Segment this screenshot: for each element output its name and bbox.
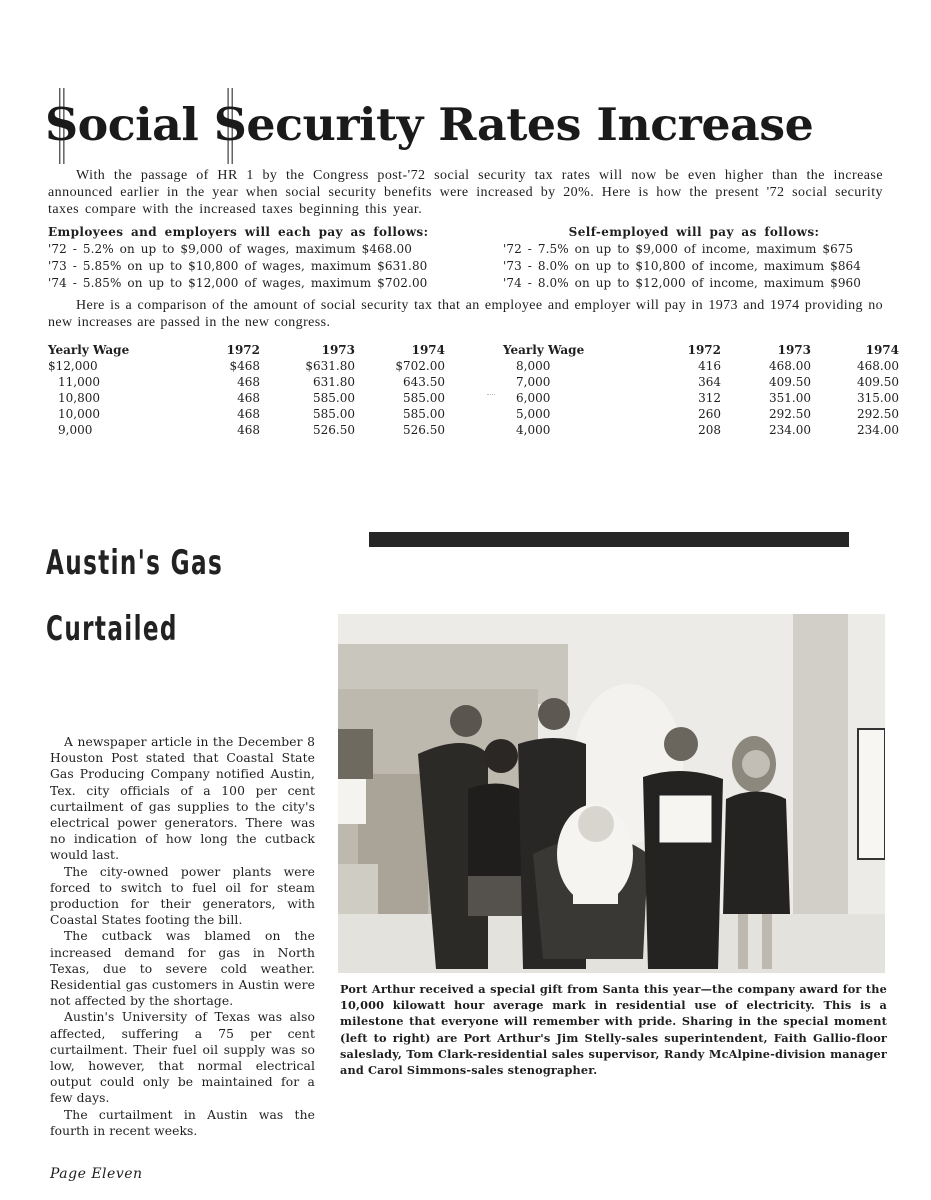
table-row xyxy=(48,374,445,390)
cell-1974: 585.00 xyxy=(403,407,445,421)
article-paragraph: The city-owned power plants were forced to switch to fuel oil for steam production for their generators, with Coastal States footing the bill. xyxy=(50,864,315,928)
table-row xyxy=(503,390,899,406)
column-header: Yearly Wage xyxy=(48,343,130,357)
photo-illustration xyxy=(338,614,885,973)
employee-rate-line: '73 - 5.85% on up to $10,800 of wages, maximum $631.80 xyxy=(48,259,428,273)
cell-1974: 526.50 xyxy=(403,423,445,437)
cell-1972: 468 xyxy=(237,375,260,389)
self-employed-rates-heading: Self-employed will pay as follows: xyxy=(568,225,820,239)
article-paragraph: The curtailment in Austin was the fourth in recent weeks. xyxy=(50,1107,315,1138)
cell-1974: $702.00 xyxy=(395,359,445,373)
photo-caption: Port Arthur received a special gift from Santa this year—the company award for the 10,000 kilowatt hour average mark in residential use of electricity. This is a milestone that everyone will remember with pride. Sharing in the special moment (left to right) are Port Arthur's Jim Stelly-sales superintendent, Faith Gallio-floor saleslady, Tom Clark-residential sales supervisor, Randy McAlpine-division manager and Carol Simmons-sales stenographer. xyxy=(340,982,887,1078)
award-plaque xyxy=(658,794,713,844)
dollar-s-letter: S xyxy=(214,96,247,154)
article-body xyxy=(50,734,315,1139)
headline-social-security xyxy=(45,96,902,154)
employee-rate-line: '74 - 5.85% on up to $12,000 of wages, maximum $702.00 xyxy=(48,276,428,290)
cell-1973: 585.00 xyxy=(313,407,355,421)
cell-1974: 468.00 xyxy=(857,359,899,373)
table-row xyxy=(48,390,445,406)
cell-1974: 643.50 xyxy=(403,375,445,389)
person-head xyxy=(484,739,518,773)
cell-1974: 234.00 xyxy=(857,423,899,437)
cell-1973: $631.80 xyxy=(305,359,355,373)
self-employed-rate-line: '73 - 8.0% on up to $10,800 of income, maximum $864 xyxy=(503,259,862,273)
table-row xyxy=(503,406,899,422)
cell-wage: 10,800 xyxy=(58,391,100,405)
page-number: Page Eleven xyxy=(50,1166,143,1182)
wall-frame xyxy=(858,729,885,859)
cell-wage: 10,000 xyxy=(58,407,100,421)
cell-1972: 468 xyxy=(237,407,260,421)
santa-belt xyxy=(573,892,618,904)
cell-1973: 409.50 xyxy=(769,375,811,389)
person-body xyxy=(723,792,790,915)
person-head xyxy=(538,698,570,730)
column-header: 1972 xyxy=(226,343,260,357)
person-head xyxy=(742,750,770,778)
cell-1974: 409.50 xyxy=(857,375,899,389)
cell-1973: 526.50 xyxy=(313,423,355,437)
cell-1972: 364 xyxy=(698,375,721,389)
table-row xyxy=(48,358,445,374)
wage-table-right xyxy=(503,342,899,438)
group-photo xyxy=(338,614,885,973)
column-header: 1973 xyxy=(321,343,355,357)
self-employed-rates xyxy=(503,224,885,292)
cell-1973: 468.00 xyxy=(769,359,811,373)
table-row xyxy=(503,358,899,374)
cell-1972: 468 xyxy=(237,423,260,437)
self-employed-rate-line: '72 - 7.5% on up to $9,000 of income, maximum $675 xyxy=(503,242,854,256)
wall-picture xyxy=(338,729,373,779)
cell-1972: 208 xyxy=(698,423,721,437)
person-head xyxy=(664,727,698,761)
column-header: 1974 xyxy=(411,343,445,357)
headline-austins-gas xyxy=(46,530,304,662)
cell-1973: 292.50 xyxy=(769,407,811,421)
santa-face xyxy=(578,806,614,842)
person-leg xyxy=(762,914,772,969)
article-paragraph: A newspaper article in the December 8 Houston Post stated that Coastal State Gas Producing Company notified Austin, Tex. city officials of a 100 per cent curtailment of gas supplies to the city's electrical power generators. There was no indication of how long the cutback would last. xyxy=(50,735,315,863)
cell-1972: 468 xyxy=(237,391,260,405)
column-header: 1973 xyxy=(777,343,811,357)
headline-text-part: ecurity Rates Increase xyxy=(246,98,814,151)
cell-wage: 9,000 xyxy=(58,423,93,437)
cell-1972: $468 xyxy=(229,359,260,373)
self-employed-rate-line: '74 - 8.0% on up to $12,000 of income, maximum $960 xyxy=(503,276,862,290)
person-head xyxy=(450,705,482,737)
cell-1973: 631.80 xyxy=(313,375,355,389)
table-header-row xyxy=(503,342,899,358)
headline-line: Curtailed xyxy=(46,609,178,649)
cell-1972: 260 xyxy=(698,407,721,421)
dollar-s-letter: S xyxy=(45,96,78,154)
cell-wage: 7,000 xyxy=(516,375,551,389)
wage-table-left xyxy=(48,342,445,438)
person-leg xyxy=(738,914,748,969)
table-row xyxy=(503,374,899,390)
cell-1974: 292.50 xyxy=(857,407,899,421)
column-header: Yearly Wage xyxy=(503,343,585,357)
employee-rates xyxy=(48,224,448,292)
dotted-mark xyxy=(487,394,495,396)
article-paragraph: Austin's University of Texas was also affected, suffering a 75 per cent curtailment. Their fuel oil supply was so low, however, that normal electrical output could only be maintained for a few days. xyxy=(50,1010,315,1106)
headline-line: Austin's Gas xyxy=(46,543,224,583)
cell-wage: 4,000 xyxy=(516,423,551,437)
column-header: 1974 xyxy=(865,343,899,357)
cell-1973: 351.00 xyxy=(769,391,811,405)
headline-text-part: ocial xyxy=(77,98,214,151)
cell-wage: 6,000 xyxy=(516,391,551,405)
employee-rates-heading: Employees and employers will each pay as follows: xyxy=(48,225,429,239)
cell-wage: $12,000 xyxy=(48,359,98,373)
cell-1974: 315.00 xyxy=(857,391,899,405)
lamp-shade xyxy=(338,779,366,824)
comparison-paragraph: Here is a comparison of the amount of social security tax that an employee and employer will pay in 1973 and 1974 providing no new increases are passed in the new congress. xyxy=(48,298,883,330)
cell-1972: 312 xyxy=(698,391,721,405)
intro-paragraph: With the passage of HR 1 by the Congress post-'72 social security tax rates will now be even higher than the increase announced earlier in the year when social security benefits were increased by 20%. Here is how the present '72 social security taxes compare with the increased taxes beginning this year. xyxy=(48,168,883,217)
person-skirt xyxy=(468,876,528,916)
employee-rate-line: '72 - 5.2% on up to $9,000 of wages, maximum $468.00 xyxy=(48,242,412,256)
cell-wage: 11,000 xyxy=(58,375,100,389)
cell-1973: 234.00 xyxy=(769,423,811,437)
table-row xyxy=(48,422,445,438)
article-paragraph: The cutback was blamed on the increased demand for gas in North Texas, due to severe cold weather. Residential gas customers in Austin were not affected by the shortage. xyxy=(50,929,315,1009)
table-header-row xyxy=(48,342,445,358)
decorative-rule-bar xyxy=(369,532,849,547)
cell-wage: 8,000 xyxy=(516,359,551,373)
cell-1974: 585.00 xyxy=(403,391,445,405)
table-row xyxy=(48,406,445,422)
cell-1973: 585.00 xyxy=(313,391,355,405)
column-header: 1972 xyxy=(687,343,721,357)
cell-wage: 5,000 xyxy=(516,407,551,421)
table-row xyxy=(503,422,899,438)
cell-1972: 416 xyxy=(698,359,721,373)
